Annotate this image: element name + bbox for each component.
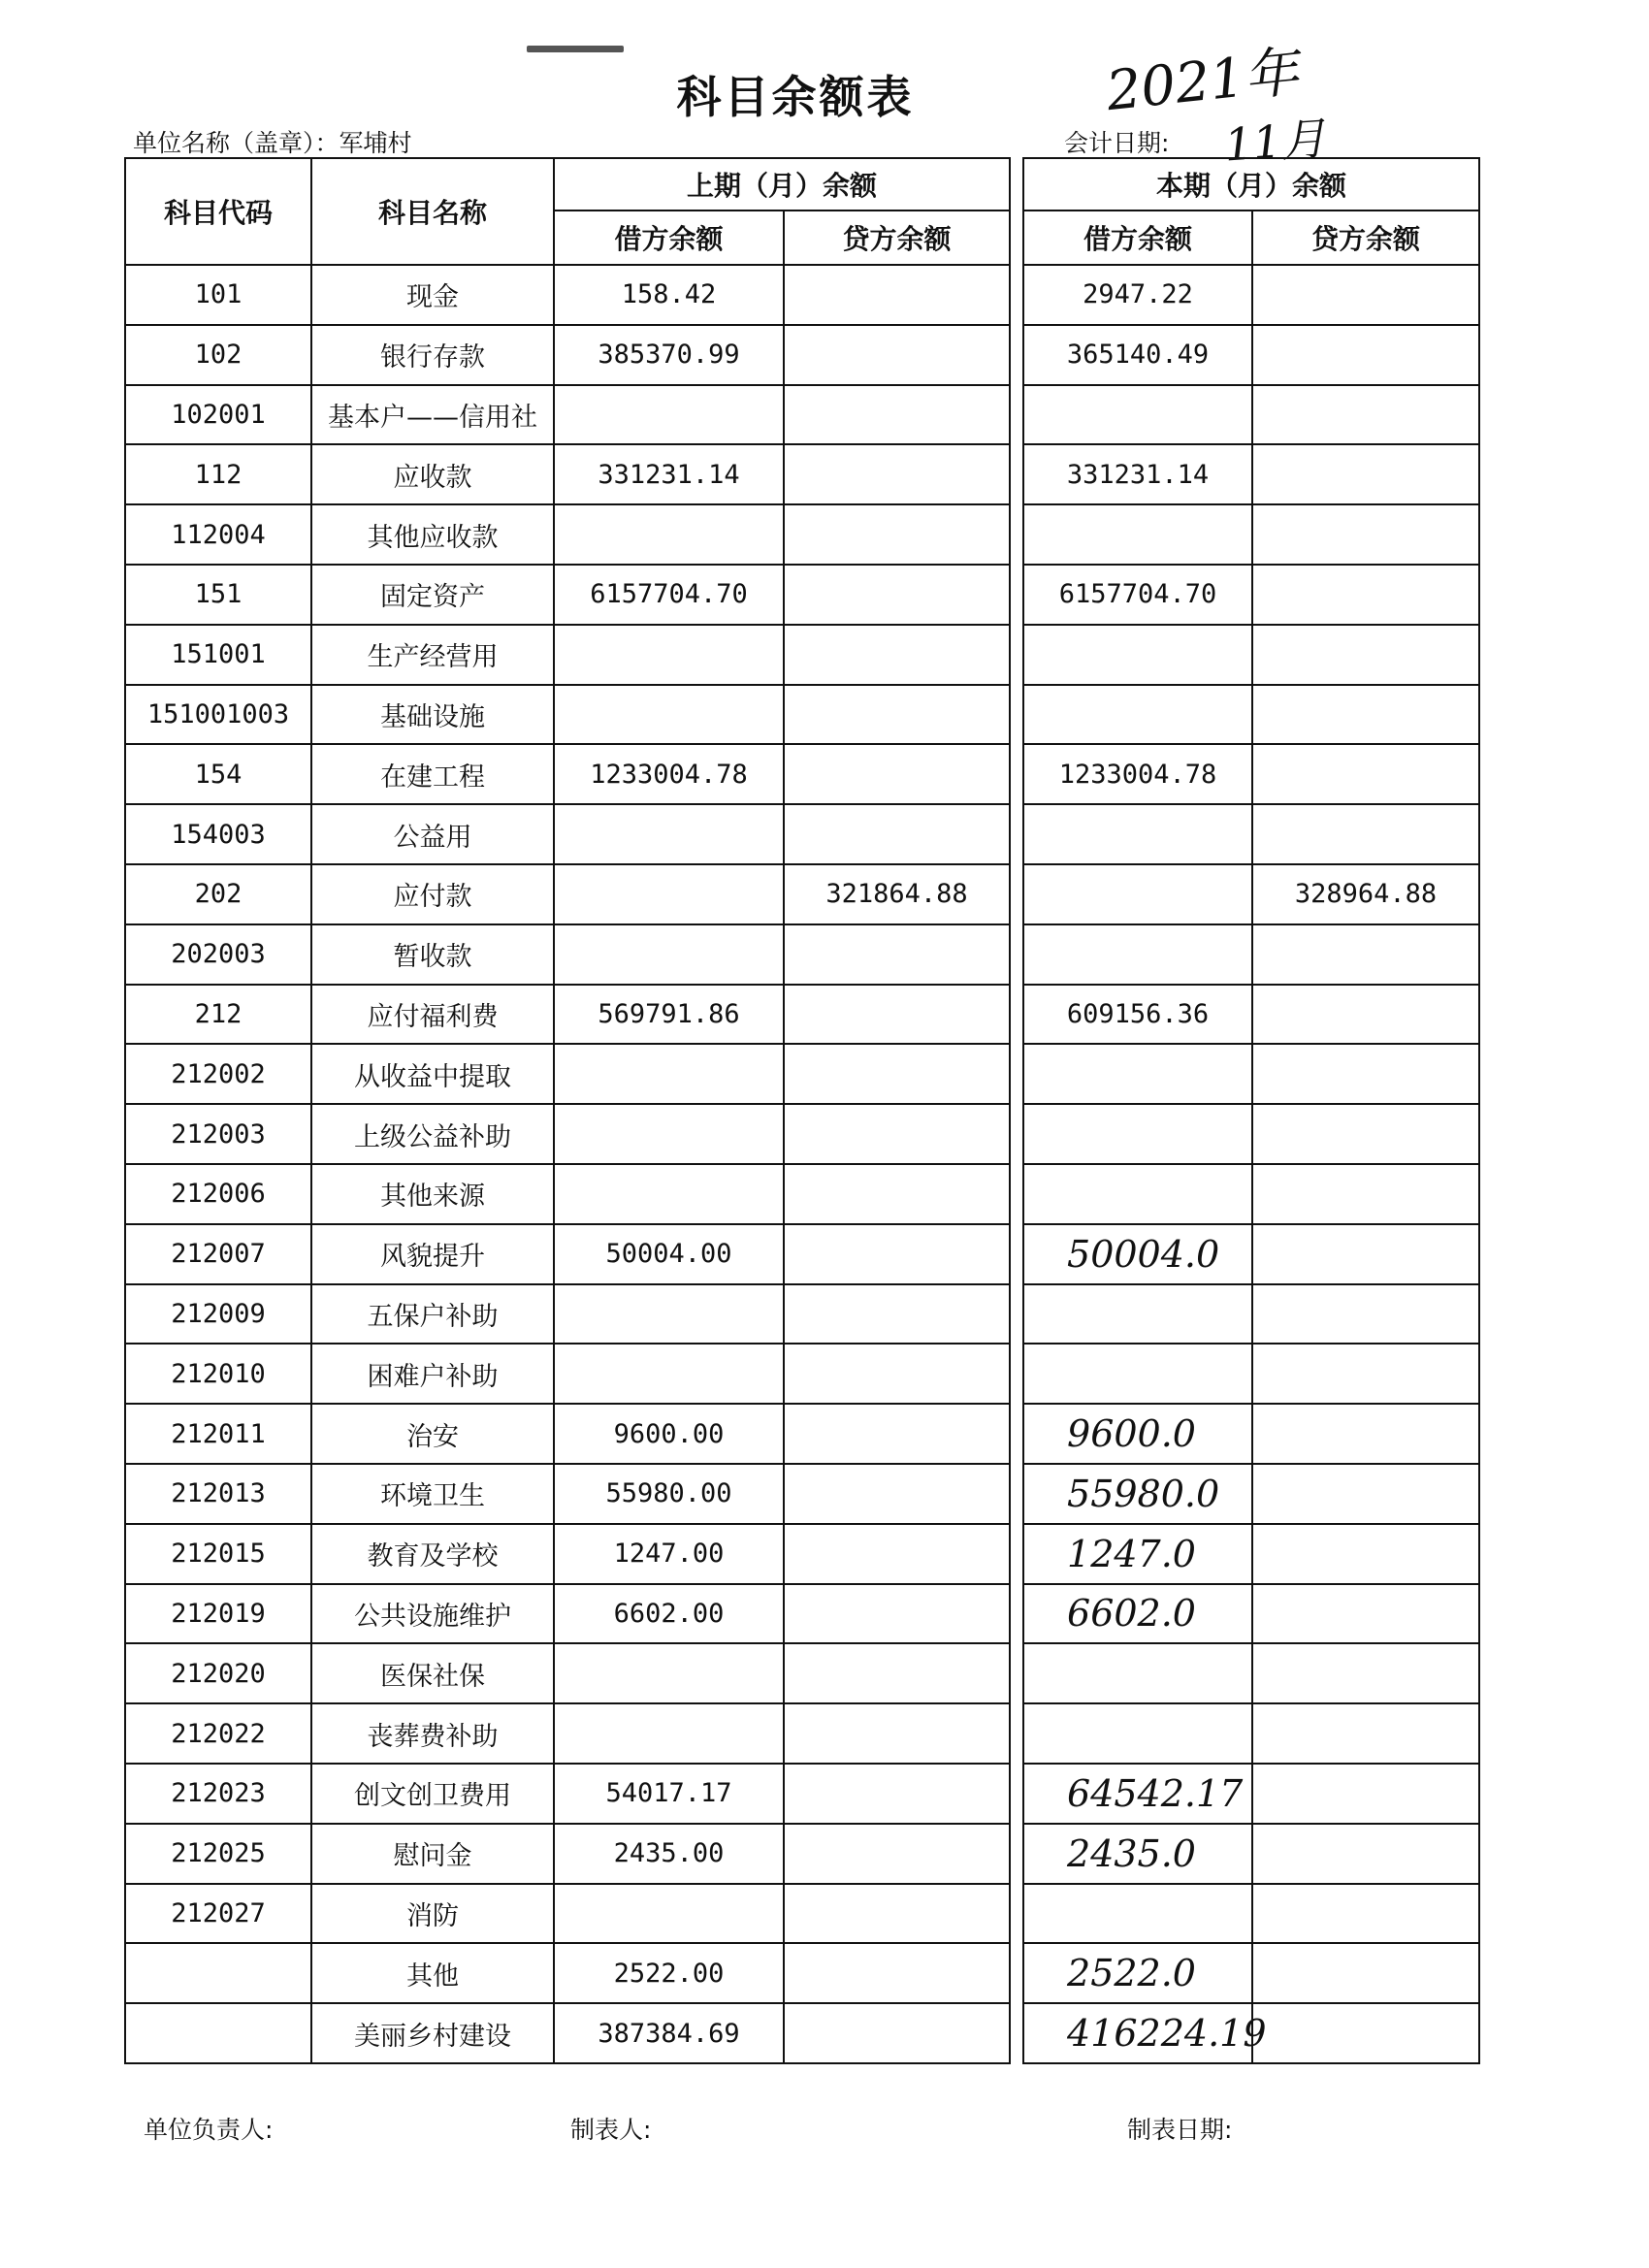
cell-gap xyxy=(1010,1164,1023,1224)
cell-name: 公益用 xyxy=(311,804,554,864)
cell-code: 151001003 xyxy=(125,685,311,745)
table-row xyxy=(125,1643,1479,1703)
cell-code: 102 xyxy=(125,325,311,385)
cell-prev-credit xyxy=(784,804,1010,864)
cell-gap xyxy=(1010,744,1023,804)
cell-code: 212011 xyxy=(125,1404,311,1464)
cell-curr-credit xyxy=(1252,1224,1479,1284)
handwritten-year: 2021年 xyxy=(1103,40,1302,124)
table-row xyxy=(125,744,1479,804)
balance-table xyxy=(124,157,1480,2064)
cell-prev-debit: 54017.17 xyxy=(554,1764,784,1824)
table-row xyxy=(125,1524,1479,1584)
footer-unit-head: 单位负责人: xyxy=(144,2116,274,2144)
cell-curr-debit xyxy=(1023,1044,1252,1104)
cell-curr-credit xyxy=(1252,265,1479,325)
cell-prev-debit xyxy=(554,625,784,685)
cell-code: 212006 xyxy=(125,1164,311,1224)
scan-mark xyxy=(527,46,624,52)
table-row xyxy=(125,1943,1479,2003)
cell-curr-credit xyxy=(1252,1524,1479,1584)
cell-name: 美丽乡村建设 xyxy=(311,2003,554,2063)
cell-name: 应收款 xyxy=(311,444,554,504)
cell-code: 212027 xyxy=(125,1884,311,1944)
cell-prev-credit xyxy=(784,2003,1010,2063)
cell-curr-credit xyxy=(1252,2003,1479,2063)
cell-curr-credit xyxy=(1252,625,1479,685)
cell-curr-credit xyxy=(1252,804,1479,864)
cell-name: 从收益中提取 xyxy=(311,1044,554,1104)
cell-curr-debit xyxy=(1023,864,1252,924)
cell-prev-debit xyxy=(554,804,784,864)
cell-name: 上级公益补助 xyxy=(311,1104,554,1164)
table-row xyxy=(125,265,1479,325)
table-row xyxy=(125,504,1479,565)
cell-name: 公共设施维护 xyxy=(311,1584,554,1644)
table-row xyxy=(125,1284,1479,1345)
cell-gap xyxy=(1010,1404,1023,1464)
cell-curr-debit xyxy=(1023,625,1252,685)
unit-name: 单位名称（盖章）：军埔村 xyxy=(133,129,412,157)
cell-curr-credit xyxy=(1252,1464,1479,1524)
cell-curr-credit xyxy=(1252,1344,1479,1404)
cell-code: 212009 xyxy=(125,1284,311,1345)
table-row xyxy=(125,924,1479,985)
cell-code: 212025 xyxy=(125,1824,311,1884)
cell-prev-credit xyxy=(784,1224,1010,1284)
cell-prev-credit xyxy=(784,385,1010,445)
cell-code: 212019 xyxy=(125,1584,311,1644)
header-curr-debit: 借方余额 xyxy=(1023,211,1252,265)
header-prev-credit: 贷方余额 xyxy=(784,211,1010,265)
cell-curr-credit xyxy=(1252,1703,1479,1764)
cell-name: 基本户——信用社 xyxy=(311,385,554,445)
header-prev-debit: 借方余额 xyxy=(554,211,784,265)
cell-prev-credit: 321864.88 xyxy=(784,864,1010,924)
cell-curr-credit xyxy=(1252,1764,1479,1824)
cell-curr-debit xyxy=(1023,924,1252,985)
table-row xyxy=(125,804,1479,864)
cell-prev-credit xyxy=(784,1164,1010,1224)
table-row xyxy=(125,1164,1479,1224)
cell-name: 困难户补助 xyxy=(311,1344,554,1404)
cell-code: 202003 xyxy=(125,924,311,985)
cell-gap xyxy=(1010,1284,1023,1345)
cell-code: 212013 xyxy=(125,1464,311,1524)
cell-gap xyxy=(1010,924,1023,985)
cell-name: 固定资产 xyxy=(311,565,554,625)
cell-prev-debit xyxy=(554,924,784,985)
cell-name: 生产经营用 xyxy=(311,625,554,685)
cell-curr-debit-handwritten: 1247.0 xyxy=(1023,1524,1252,1584)
cell-gap xyxy=(1010,1044,1023,1104)
table-row xyxy=(125,1584,1479,1644)
cell-curr-debit-handwritten: 64542.17 xyxy=(1023,1764,1252,1824)
cell-prev-debit: 9600.00 xyxy=(554,1404,784,1464)
cell-gap xyxy=(1010,804,1023,864)
cell-gap xyxy=(1010,1224,1023,1284)
accounting-date-label: 会计日期: xyxy=(1064,129,1170,157)
cell-name: 风貌提升 xyxy=(311,1224,554,1284)
cell-curr-debit xyxy=(1023,1884,1252,1944)
cell-curr-debit-handwritten: 416224.19 xyxy=(1023,2003,1252,2063)
cell-prev-debit: 55980.00 xyxy=(554,1464,784,1524)
cell-curr-debit: 609156.36 xyxy=(1023,985,1252,1045)
cell-curr-debit xyxy=(1023,1344,1252,1404)
cell-gap xyxy=(1010,1344,1023,1404)
cell-curr-credit: 328964.88 xyxy=(1252,864,1479,924)
table-body xyxy=(125,265,1479,2063)
cell-code: 154003 xyxy=(125,804,311,864)
cell-curr-credit xyxy=(1252,565,1479,625)
cell-curr-debit xyxy=(1023,804,1252,864)
cell-name: 其他来源 xyxy=(311,1164,554,1224)
cell-code: 154 xyxy=(125,744,311,804)
cell-curr-debit: 331231.14 xyxy=(1023,444,1252,504)
cell-prev-debit xyxy=(554,1044,784,1104)
table-row xyxy=(125,1044,1479,1104)
cell-curr-debit xyxy=(1023,385,1252,445)
cell-code: 212003 xyxy=(125,1104,311,1164)
cell-prev-debit xyxy=(554,1344,784,1404)
cell-code: 112 xyxy=(125,444,311,504)
cell-curr-debit xyxy=(1023,504,1252,565)
cell-name: 创文创卫费用 xyxy=(311,1764,554,1824)
cell-prev-debit: 6602.00 xyxy=(554,1584,784,1644)
header-curr-credit: 贷方余额 xyxy=(1252,211,1479,265)
cell-name: 暂收款 xyxy=(311,924,554,985)
cell-prev-credit xyxy=(784,1104,1010,1164)
cell-curr-debit: 1233004.78 xyxy=(1023,744,1252,804)
column-gap xyxy=(1010,158,1023,265)
cell-gap xyxy=(1010,1703,1023,1764)
cell-prev-credit xyxy=(784,1643,1010,1703)
cell-prev-debit xyxy=(554,504,784,565)
cell-name: 五保户补助 xyxy=(311,1284,554,1345)
cell-code: 112004 xyxy=(125,504,311,565)
cell-curr-credit xyxy=(1252,744,1479,804)
cell-curr-debit-handwritten: 6602.0 xyxy=(1023,1584,1252,1644)
cell-prev-credit xyxy=(784,1524,1010,1584)
cell-code: 151001 xyxy=(125,625,311,685)
cell-code: 202 xyxy=(125,864,311,924)
cell-curr-credit xyxy=(1252,1104,1479,1164)
cell-curr-credit xyxy=(1252,325,1479,385)
cell-name: 医保社保 xyxy=(311,1643,554,1703)
cell-gap xyxy=(1010,1104,1023,1164)
cell-curr-credit xyxy=(1252,504,1479,565)
cell-curr-credit xyxy=(1252,1824,1479,1884)
cell-gap xyxy=(1010,1524,1023,1584)
cell-prev-credit xyxy=(784,985,1010,1045)
cell-code: 212022 xyxy=(125,1703,311,1764)
cell-prev-debit xyxy=(554,1164,784,1224)
table-row xyxy=(125,444,1479,504)
table-row xyxy=(125,1764,1479,1824)
cell-prev-debit xyxy=(554,1104,784,1164)
cell-curr-debit: 365140.49 xyxy=(1023,325,1252,385)
table-row xyxy=(125,1104,1479,1164)
cell-curr-debit xyxy=(1023,1643,1252,1703)
cell-name: 消防 xyxy=(311,1884,554,1944)
cell-name: 其他应收款 xyxy=(311,504,554,565)
cell-curr-credit xyxy=(1252,1164,1479,1224)
cell-prev-credit xyxy=(784,325,1010,385)
cell-prev-debit: 1233004.78 xyxy=(554,744,784,804)
cell-prev-debit: 2522.00 xyxy=(554,1943,784,2003)
table-row xyxy=(125,864,1479,924)
table-row xyxy=(125,1344,1479,1404)
cell-gap xyxy=(1010,265,1023,325)
page-title: 科目余额表 xyxy=(676,71,915,123)
cell-code: 212023 xyxy=(125,1764,311,1824)
cell-curr-debit-handwritten: 50004.0 xyxy=(1023,1224,1252,1284)
cell-prev-debit: 385370.99 xyxy=(554,325,784,385)
cell-prev-credit xyxy=(784,625,1010,685)
cell-prev-credit xyxy=(784,1044,1010,1104)
cell-curr-credit xyxy=(1252,685,1479,745)
cell-prev-credit xyxy=(784,744,1010,804)
cell-curr-debit-handwritten: 2522.0 xyxy=(1023,1943,1252,2003)
table-row xyxy=(125,325,1479,385)
cell-code: 212015 xyxy=(125,1524,311,1584)
cell-prev-credit xyxy=(784,924,1010,985)
cell-gap xyxy=(1010,1584,1023,1644)
cell-code: 212007 xyxy=(125,1224,311,1284)
cell-prev-credit xyxy=(784,1764,1010,1824)
cell-code: 101 xyxy=(125,265,311,325)
cell-prev-credit xyxy=(784,1943,1010,2003)
cell-code xyxy=(125,2003,311,2063)
cell-name: 在建工程 xyxy=(311,744,554,804)
cell-code: 102001 xyxy=(125,385,311,445)
cell-prev-credit xyxy=(784,1824,1010,1884)
cell-prev-debit: 158.42 xyxy=(554,265,784,325)
table-row xyxy=(125,565,1479,625)
cell-curr-debit xyxy=(1023,1104,1252,1164)
cell-curr-debit: 6157704.70 xyxy=(1023,565,1252,625)
cell-curr-debit-handwritten: 9600.0 xyxy=(1023,1404,1252,1464)
cell-name: 基础设施 xyxy=(311,685,554,745)
cell-curr-debit xyxy=(1023,685,1252,745)
cell-curr-credit xyxy=(1252,924,1479,985)
cell-gap xyxy=(1010,444,1023,504)
cell-gap xyxy=(1010,685,1023,745)
table-row xyxy=(125,1824,1479,1884)
table-row xyxy=(125,385,1479,445)
cell-prev-credit xyxy=(784,1404,1010,1464)
cell-gap xyxy=(1010,1943,1023,2003)
table-row xyxy=(125,1464,1479,1524)
cell-curr-debit xyxy=(1023,1703,1252,1764)
cell-prev-credit xyxy=(784,1884,1010,1944)
table-row xyxy=(125,685,1479,745)
cell-name: 应付福利费 xyxy=(311,985,554,1045)
table-row xyxy=(125,1224,1479,1284)
cell-name: 教育及学校 xyxy=(311,1524,554,1584)
cell-curr-credit xyxy=(1252,1044,1479,1104)
cell-curr-credit xyxy=(1252,1943,1479,2003)
cell-prev-debit xyxy=(554,685,784,745)
cell-name: 现金 xyxy=(311,265,554,325)
table-row xyxy=(125,1404,1479,1464)
cell-prev-debit: 50004.00 xyxy=(554,1224,784,1284)
cell-gap xyxy=(1010,625,1023,685)
header-curr-period: 本期（月）余额 xyxy=(1023,158,1479,211)
cell-curr-credit xyxy=(1252,1884,1479,1944)
cell-prev-debit: 1247.00 xyxy=(554,1524,784,1584)
cell-code: 151 xyxy=(125,565,311,625)
cell-curr-debit: 2947.22 xyxy=(1023,265,1252,325)
cell-curr-credit xyxy=(1252,444,1479,504)
header-name: 科目名称 xyxy=(311,158,554,265)
cell-prev-credit xyxy=(784,1584,1010,1644)
cell-prev-debit xyxy=(554,1643,784,1703)
cell-gap xyxy=(1010,565,1023,625)
header-code: 科目代码 xyxy=(125,158,311,265)
cell-name: 应付款 xyxy=(311,864,554,924)
cell-name: 慰问金 xyxy=(311,1824,554,1884)
cell-prev-credit xyxy=(784,685,1010,745)
cell-curr-credit xyxy=(1252,1284,1479,1345)
cell-gap xyxy=(1010,385,1023,445)
cell-curr-credit xyxy=(1252,1643,1479,1703)
cell-curr-credit xyxy=(1252,1404,1479,1464)
cell-curr-debit xyxy=(1023,1284,1252,1345)
table-row xyxy=(125,625,1479,685)
cell-gap xyxy=(1010,1643,1023,1703)
cell-curr-credit xyxy=(1252,985,1479,1045)
cell-prev-credit xyxy=(784,504,1010,565)
cell-gap xyxy=(1010,2003,1023,2063)
cell-name: 其他 xyxy=(311,1943,554,2003)
cell-gap xyxy=(1010,864,1023,924)
cell-gap xyxy=(1010,1764,1023,1824)
table-row xyxy=(125,1884,1479,1944)
cell-prev-credit xyxy=(784,265,1010,325)
table-row xyxy=(125,1703,1479,1764)
cell-name: 银行存款 xyxy=(311,325,554,385)
cell-curr-debit-handwritten: 2435.0 xyxy=(1023,1824,1252,1884)
cell-code xyxy=(125,1943,311,2003)
footer-preparer: 制表人: xyxy=(570,2116,652,2144)
cell-curr-debit xyxy=(1023,1164,1252,1224)
cell-prev-debit xyxy=(554,385,784,445)
table-row xyxy=(125,985,1479,1045)
cell-code: 212010 xyxy=(125,1344,311,1404)
cell-gap xyxy=(1010,325,1023,385)
cell-prev-credit xyxy=(784,1464,1010,1524)
cell-curr-credit xyxy=(1252,1584,1479,1644)
cell-prev-debit xyxy=(554,1884,784,1944)
cell-prev-debit: 2435.00 xyxy=(554,1824,784,1884)
cell-prev-credit xyxy=(784,444,1010,504)
cell-code: 212 xyxy=(125,985,311,1045)
cell-code: 212002 xyxy=(125,1044,311,1104)
footer-prep-date: 制表日期: xyxy=(1127,2116,1233,2144)
cell-prev-debit: 569791.86 xyxy=(554,985,784,1045)
cell-gap xyxy=(1010,1824,1023,1884)
cell-name: 环境卫生 xyxy=(311,1464,554,1524)
cell-prev-debit xyxy=(554,1703,784,1764)
cell-prev-credit xyxy=(784,1703,1010,1764)
cell-prev-debit: 331231.14 xyxy=(554,444,784,504)
cell-gap xyxy=(1010,504,1023,565)
cell-prev-credit xyxy=(784,1284,1010,1345)
cell-prev-debit xyxy=(554,1284,784,1345)
header-prev-period: 上期（月）余额 xyxy=(554,158,1010,211)
table-row xyxy=(125,2003,1479,2063)
cell-prev-debit: 387384.69 xyxy=(554,2003,784,2063)
cell-gap xyxy=(1010,985,1023,1045)
cell-curr-debit-handwritten: 55980.0 xyxy=(1023,1464,1252,1524)
cell-name: 丧葬费补助 xyxy=(311,1703,554,1764)
cell-prev-debit xyxy=(554,864,784,924)
cell-code: 212020 xyxy=(125,1643,311,1703)
cell-gap xyxy=(1010,1884,1023,1944)
cell-gap xyxy=(1010,1464,1023,1524)
cell-name: 治安 xyxy=(311,1404,554,1464)
cell-curr-credit xyxy=(1252,385,1479,445)
cell-prev-credit xyxy=(784,1344,1010,1404)
cell-prev-credit xyxy=(784,565,1010,625)
handwritten-month: 11月 xyxy=(1222,112,1328,172)
cell-prev-debit: 6157704.70 xyxy=(554,565,784,625)
